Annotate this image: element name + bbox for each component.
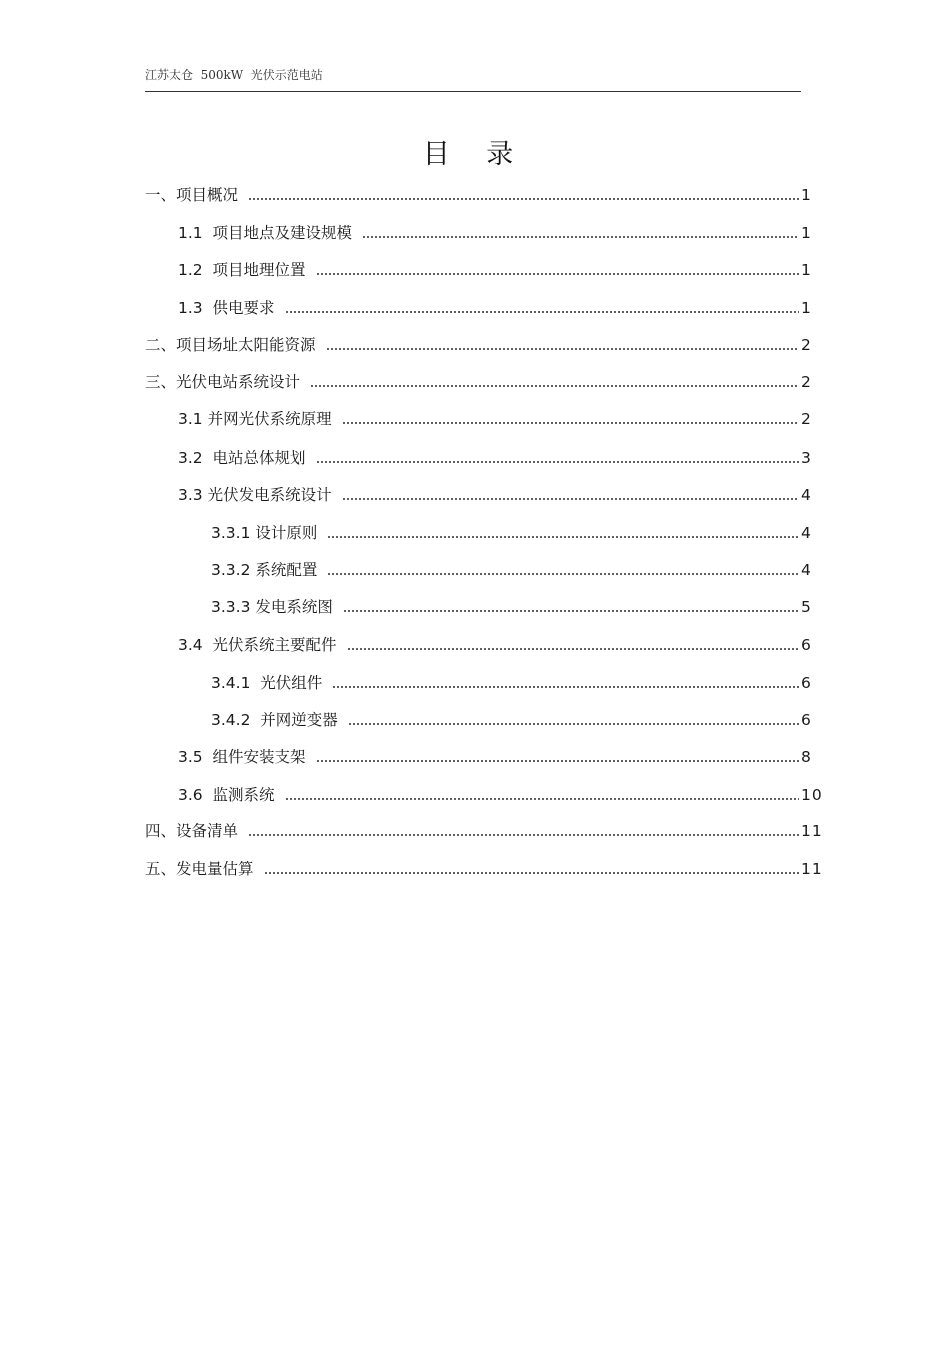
toc-entry-label: 1.1 项目地点及建设规模 — [178, 224, 353, 242]
toc-entry-page: 6 — [801, 636, 812, 654]
toc-entry-label: 一、项目概况 — [145, 186, 239, 204]
header-rule — [145, 91, 801, 92]
toc-entry-page: 2 — [801, 373, 812, 391]
toc-entry-page: 1 — [801, 186, 812, 204]
toc-entry[interactable] — [178, 447, 815, 469]
dot-leader — [347, 647, 799, 651]
toc-entry[interactable] — [211, 522, 815, 544]
toc-entry[interactable] — [145, 184, 815, 206]
toc-entry[interactable] — [145, 334, 815, 356]
toc-entry[interactable] — [211, 559, 815, 581]
toc-entry-label: 五、发电量估算 — [145, 860, 254, 878]
toc-entry-page: 2 — [801, 336, 812, 354]
toc-entry[interactable] — [145, 858, 823, 880]
toc-entry-page: 1 — [801, 299, 812, 317]
dot-leader — [342, 421, 799, 425]
toc-entry-page: 8 — [801, 748, 812, 766]
toc-entry-label: 3.3 光伏发电系统设计 — [178, 486, 332, 504]
dot-leader — [285, 310, 799, 314]
dot-leader — [343, 609, 799, 613]
toc-entry-label: 3.3.2 系统配置 — [211, 561, 318, 579]
toc-entry-label: 四、设备清单 — [145, 822, 239, 840]
dot-leader — [342, 497, 799, 501]
toc-entry-label: 3.2 电站总体规划 — [178, 449, 306, 467]
toc-entry-label: 1.3 供电要求 — [178, 299, 275, 317]
dot-leader — [327, 572, 799, 576]
toc-entry-page: 3 — [801, 449, 812, 467]
toc-entry-page: 11 — [801, 822, 823, 840]
toc-entry-label: 3.3.1 设计原则 — [211, 524, 318, 542]
toc-entry-label: 3.4.2 并网逆变器 — [211, 711, 338, 729]
toc-entry-label: 1.2 项目地理位置 — [178, 261, 306, 279]
dot-leader — [285, 797, 799, 801]
toc-entry-page: 6 — [801, 674, 812, 692]
toc-entry[interactable] — [178, 297, 815, 319]
toc-entry[interactable] — [145, 371, 815, 393]
toc-entry-page: 2 — [801, 410, 812, 428]
toc-entry-label: 3.4 光伏系统主要配件 — [178, 636, 337, 654]
toc-entry-label: 3.1 并网光伏系统原理 — [178, 410, 332, 428]
toc-entry-page: 10 — [801, 786, 823, 804]
dot-leader — [348, 722, 799, 726]
toc-entry-page: 11 — [801, 860, 823, 878]
toc-entry-label: 3.4.1 光伏组件 — [211, 674, 323, 692]
toc-entry[interactable] — [178, 222, 815, 244]
toc-entry-label: 3.5 组件安装支架 — [178, 748, 306, 766]
toc-entry[interactable] — [211, 596, 815, 618]
toc-entry-page: 4 — [801, 561, 812, 579]
toc-entry[interactable] — [145, 820, 823, 842]
page-header-text: 江苏太仓 500kW 光伏示范电站 — [145, 68, 323, 82]
toc-title: 目 录 — [422, 139, 528, 170]
toc-entry-label: 三、光伏电站系统设计 — [145, 373, 301, 391]
dot-leader — [264, 871, 799, 875]
toc-entry[interactable] — [211, 672, 815, 694]
toc-entry[interactable] — [178, 259, 815, 281]
toc-entry-label: 3.3.3 发电系统图 — [211, 598, 333, 616]
dot-leader — [248, 833, 799, 837]
dot-leader — [248, 197, 799, 201]
toc-entry[interactable] — [178, 484, 815, 506]
toc-entry[interactable] — [178, 634, 815, 656]
toc-entry-page: 5 — [801, 598, 812, 616]
toc-entry[interactable] — [178, 408, 815, 430]
dot-leader — [327, 535, 799, 539]
dot-leader — [316, 759, 799, 763]
toc-entry[interactable] — [178, 784, 823, 806]
toc-entry-page: 1 — [801, 224, 812, 242]
toc-entry[interactable] — [178, 746, 815, 768]
dot-leader — [316, 272, 799, 276]
dot-leader — [310, 384, 799, 388]
dot-leader — [316, 460, 799, 464]
toc-entry-page: 4 — [801, 524, 812, 542]
toc-entry-page: 4 — [801, 486, 812, 504]
dot-leader — [332, 685, 799, 689]
toc-entry-page: 1 — [801, 261, 812, 279]
toc-entry[interactable] — [211, 709, 815, 731]
toc-entry-label: 3.6 监测系统 — [178, 786, 275, 804]
toc-entry-label: 二、项目场址太阳能资源 — [145, 336, 316, 354]
dot-leader — [326, 347, 799, 351]
dot-leader — [362, 235, 799, 239]
toc-entry-page: 6 — [801, 711, 812, 729]
